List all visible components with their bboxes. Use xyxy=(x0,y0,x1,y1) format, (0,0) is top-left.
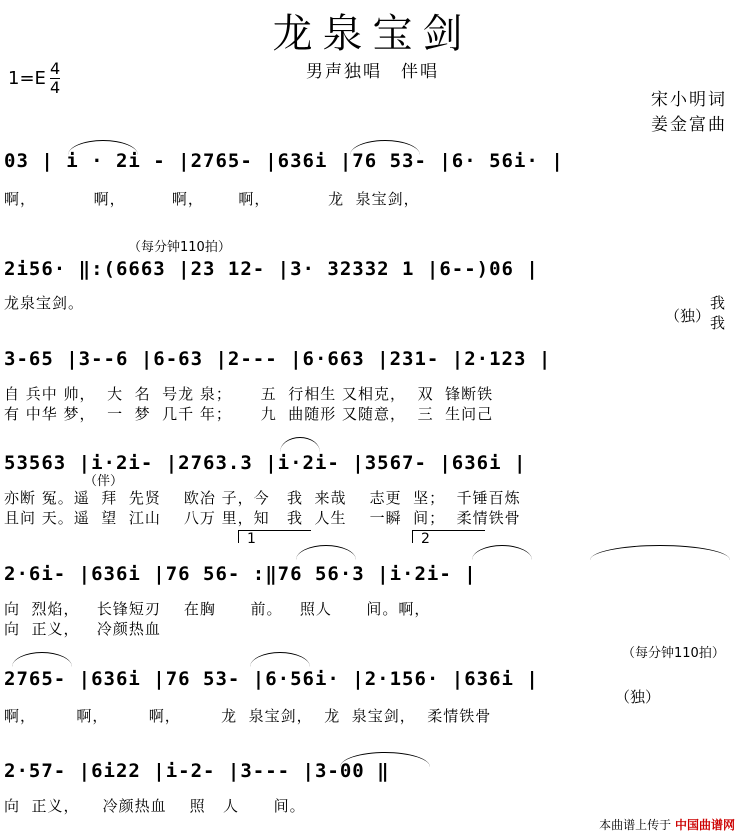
aside-chorus: （伴） xyxy=(84,474,124,489)
lyrics-row-2: 龙泉宝剑。 xyxy=(4,294,85,312)
notation-row-2: 2i56· ‖:(6663 |23 12- |3· 32332 1 |6--)06 | xyxy=(4,258,539,280)
lyric-wo-2: 我 xyxy=(710,314,726,332)
slur xyxy=(590,545,730,560)
song-title: 龙泉宝剑 xyxy=(272,11,473,57)
tempo-marking-2: （每分钟110拍） xyxy=(622,646,725,661)
volta-1: 1 xyxy=(238,530,311,543)
key-signature: 1=E xyxy=(8,68,46,89)
lyrics-row-7: 向 正义， 冷颜热血 照 人 间。 xyxy=(4,797,306,815)
lyrics-row-5-verse-1: 向 烈焰， 长锋短刃 在胸 前。 照人 间。啊， xyxy=(4,600,431,618)
aside-solo: （独） xyxy=(665,307,711,325)
lyric-wo-1: 我 xyxy=(710,294,726,312)
song-subtitle: 男声独唱 伴唱 xyxy=(306,62,439,82)
slur xyxy=(12,652,72,667)
notation-row-5: 2·6i- |636i |76 56- :‖76 56·3 |i·2i- | xyxy=(4,563,477,585)
notation-row-4: 53563 |i·2i- |2763.3 |i·2i- |3567- |636i | xyxy=(4,452,527,474)
tempo-marking: （每分钟110拍） xyxy=(128,240,231,255)
notation-row-7: 2·57- |6i22 |i-2- |3--- |3-00 ‖ xyxy=(4,760,390,782)
time-sig-top: 4 xyxy=(50,59,61,78)
slur xyxy=(472,545,532,560)
volta-2: 2 xyxy=(412,530,485,543)
time-signature xyxy=(50,60,60,97)
credits xyxy=(651,88,727,138)
lyrics-row-3-verse-2: 有 中华 梦， 一 梦 几千 年； 九 曲随形 又随意， 三 生问己 xyxy=(4,405,494,423)
notation-row-1: 03 | i · 2i - |2765- |636i |76 53- |6· 56i· | xyxy=(4,150,564,172)
notation-row-6: 2765- |636i |76 53- |6·56i· |2·156· |636i | xyxy=(4,668,539,690)
footer xyxy=(599,816,735,833)
time-sig-bottom: 4 xyxy=(50,78,61,97)
composer: 姜金富曲 xyxy=(651,115,727,135)
slur xyxy=(250,652,310,667)
lyrics-row-3-verse-1: 自 兵中 帅， 大 名 号龙 泉； 五 行相生 又相克， 双 锋断铁 xyxy=(4,385,494,403)
lyrics-row-1: 啊， 啊， 啊， 啊， 龙 泉宝剑， xyxy=(4,190,420,208)
slur xyxy=(280,437,320,452)
lyrics-row-5-verse-2: 向 正义， 冷颜热血 xyxy=(4,620,161,638)
footer-text: 本曲谱上传于 xyxy=(599,818,672,832)
slur xyxy=(296,545,356,560)
lyrics-row-4-verse-2: 且问 天。遥 望 江山 八万 里，知 我 人生 一瞬 间； 柔情铁骨 xyxy=(4,509,521,527)
lyrics-row-4-verse-1: 亦断 冤。遥 拜 先贤 欧冶 子，今 我 来哉 志更 坚； 千锤百炼 xyxy=(4,489,521,507)
site-logo[interactable]: 中国曲谱网 xyxy=(674,818,735,832)
notation-row-3: 3-65 |3--6 |6-63 |2--- |6·663 |231- |2·123 | xyxy=(4,348,552,370)
lyrics-row-6: 啊， 啊， 啊， 龙 泉宝剑， 龙 泉宝剑， 柔情铁骨 xyxy=(4,707,492,725)
aside-solo-2: （独） xyxy=(615,688,661,706)
lyricist: 宋小明词 xyxy=(651,90,727,110)
